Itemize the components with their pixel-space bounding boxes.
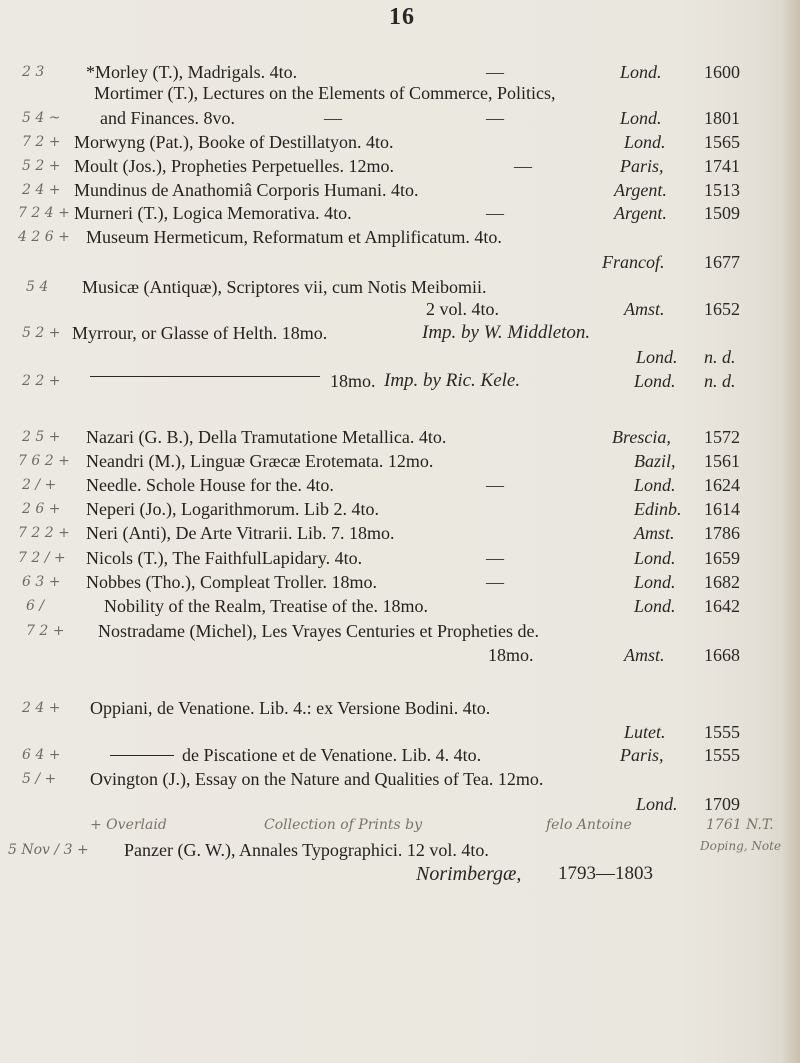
margin-note: 2 5 + [22, 429, 61, 445]
entry-title: Murneri (T.), Logica Memorativa. 4to. [74, 203, 352, 223]
entry-title: Nazari (G. B.), Della Tramutatione Metallica. 4to. [86, 427, 447, 447]
entry-year: 1555 [704, 745, 740, 765]
entry-title: 18mo. [330, 371, 376, 391]
entry-place: Lond. [634, 596, 676, 616]
entry-dash: — [324, 108, 342, 128]
entry-place: Argent. [614, 203, 667, 223]
margin-note: 2 3 [22, 64, 45, 80]
margin-note: 7 2 4 + [18, 205, 70, 221]
entry-title: Oppiani, de Venatione. Lib. 4.: ex Versione Bodini. 4to. [90, 698, 491, 718]
entry-dash: — [486, 203, 504, 223]
entry-imprint: Imp. by W. Middleton. [422, 322, 591, 343]
entry-title: Neperi (Jo.), Logarithmorum. Lib 2. 4to. [86, 499, 379, 519]
margin-note: 5 4 [26, 279, 49, 295]
entry-title: de Piscatione et de Venatione. Lib. 4. 4to. [182, 745, 482, 765]
entry-year: 1572 [704, 427, 740, 447]
margin-note: 6 / [26, 598, 45, 614]
entry-imprint: Imp. by Ric. Kele. [384, 370, 521, 391]
entry-place: Lond. [634, 572, 676, 592]
entry-place: Paris, [620, 156, 664, 176]
entry-dash: — [486, 475, 504, 495]
entry-year: 1561 [704, 451, 740, 471]
entry-title: Moult (Jos.), Propheties Perpetuelles. 12mo. [74, 156, 394, 176]
ditto-rule [90, 376, 320, 377]
entry-year: 1801 [704, 108, 740, 128]
margin-note: 2 4 + [22, 182, 61, 198]
entry-year: 1741 [704, 156, 740, 176]
margin-note: 5 2 + [22, 158, 61, 174]
entry-year: n. d. [704, 347, 736, 367]
entry-place: Lond. [620, 108, 662, 128]
margin-note: 5 Nov / 3 + [8, 842, 89, 858]
entry-place: Amst. [624, 645, 665, 665]
margin-note: 5 2 + [22, 325, 61, 341]
entry-title: Mortimer (T.), Lectures on the Elements of Commerce, Politics, [94, 83, 556, 103]
entry-title: Myrrour, or Glasse of Helth. 18mo. [72, 323, 328, 343]
margin-note: 2 / + [22, 477, 57, 493]
entry-year: 1786 [704, 523, 740, 543]
entry-place: Edinb. [634, 499, 682, 519]
margin-note: 2 4 + [22, 700, 61, 716]
entry-place: Lond. [634, 475, 676, 495]
margin-note: 2 6 + [22, 501, 61, 517]
entry-place: Lond. [636, 347, 678, 367]
entry-year: 1793—1803 [558, 863, 653, 884]
entry-title: Nostradame (Michel), Les Vrayes Centuries et Propheties de. [98, 621, 539, 641]
entry-year: 1555 [704, 722, 740, 742]
entry-title: Mundinus de Anathomiâ Corporis Humani. 4to. [74, 180, 419, 200]
margin-note: 7 2 2 + [18, 525, 70, 541]
entry-year: 1600 [704, 62, 740, 82]
entry-dash: — [486, 62, 504, 82]
margin-note: 6 3 + [22, 574, 61, 590]
entry-place: Lond. [624, 132, 666, 152]
entry-year: 1668 [704, 645, 740, 665]
ditto-rule [110, 755, 174, 756]
handwritten-note: Doping, Note [700, 839, 782, 853]
entry-year: 1709 [704, 794, 740, 814]
entry-title: Nicols (T.), The FaithfulLapidary. 4to. [86, 548, 363, 568]
handwritten-note: felo Antoine [546, 817, 632, 833]
entry-year: 1682 [704, 572, 740, 592]
entry-year: 1509 [704, 203, 740, 223]
handwritten-note: + Overlaid [90, 817, 167, 833]
margin-note: 5 / + [22, 771, 57, 787]
entry-title: Museum Hermeticum, Reformatum et Amplificatum. 4to. [86, 227, 502, 247]
entry-place: Lond. [634, 371, 676, 391]
entry-year: 1614 [704, 499, 740, 519]
margin-note: 4 2 6 + [18, 229, 70, 245]
margin-note: 7 2 + [22, 134, 61, 150]
entry-year: 1659 [704, 548, 740, 568]
entry-title: Neri (Anti), De Arte Vitrarii. Lib. 7. 18mo. [86, 523, 395, 543]
margin-note: 7 2 + [26, 623, 65, 639]
handwritten-note: 1761 N.T. [706, 817, 774, 833]
entry-place: Lond. [636, 794, 678, 814]
entry-place: Lutet. [624, 722, 666, 742]
entry-place: Amst. [634, 523, 675, 543]
entry-title: Neandri (M.), Linguæ Græcæ Erotemata. 12mo. [86, 451, 434, 471]
entry-place: Francof. [602, 252, 665, 272]
entry-year: 1565 [704, 132, 740, 152]
entry-title: 18mo. [488, 645, 534, 665]
entry-place: Brescia, [612, 427, 671, 447]
handwritten-note: Collection of Prints by [264, 817, 423, 833]
entry-title: and Finances. 8vo. [100, 108, 235, 128]
margin-note: 7 6 2 + [18, 453, 70, 469]
entry-year: 1513 [704, 180, 740, 200]
entry-place: Lond. [634, 548, 676, 568]
page-number: 16 [389, 4, 415, 30]
margin-note: 2 2 + [22, 373, 61, 389]
entry-year: 1677 [704, 252, 740, 272]
entry-title: 2 vol. 4to. [426, 299, 500, 319]
entry-dash: — [486, 572, 504, 592]
entry-place: Lond. [620, 62, 662, 82]
entry-dash: — [486, 108, 504, 128]
margin-note: 7 2 / + [18, 550, 66, 566]
entry-place: Amst. [624, 299, 665, 319]
margin-note: 5 4 ~ [22, 110, 61, 126]
entry-title: Musicæ (Antiquæ), Scriptores vii, cum Notis Meibomii. [82, 277, 487, 297]
entry-year: 1642 [704, 596, 740, 616]
entry-dash: — [486, 548, 504, 568]
entry-title: Morwyng (Pat.), Booke of Destillatyon. 4to. [74, 132, 394, 152]
entry-dash: — [514, 156, 532, 176]
entry-place: Bazil, [634, 451, 676, 471]
entry-place: Norimbergæ, [416, 863, 522, 885]
entry-title: *Morley (T.), Madrigals. 4to. [86, 62, 298, 82]
entry-title: Ovington (J.), Essay on the Nature and Qualities of Tea. 12mo. [90, 769, 544, 789]
entry-year: 1624 [704, 475, 740, 495]
entry-year: n. d. [704, 371, 736, 391]
entry-year: 1652 [704, 299, 740, 319]
entry-title: Panzer (G. W.), Annales Typographici. 12 vol. 4to. [124, 840, 489, 860]
entry-title: Nobbes (Tho.), Compleat Troller. 18mo. [86, 572, 377, 592]
entry-place: Argent. [614, 180, 667, 200]
entry-title: Nobility of the Realm, Treatise of the. 18mo. [104, 596, 428, 616]
page-edge-shadow [782, 0, 800, 1063]
entry-title: Needle. Schole House for the. 4to. [86, 475, 334, 495]
margin-note: 6 4 + [22, 747, 61, 763]
entry-place: Paris, [620, 745, 664, 765]
